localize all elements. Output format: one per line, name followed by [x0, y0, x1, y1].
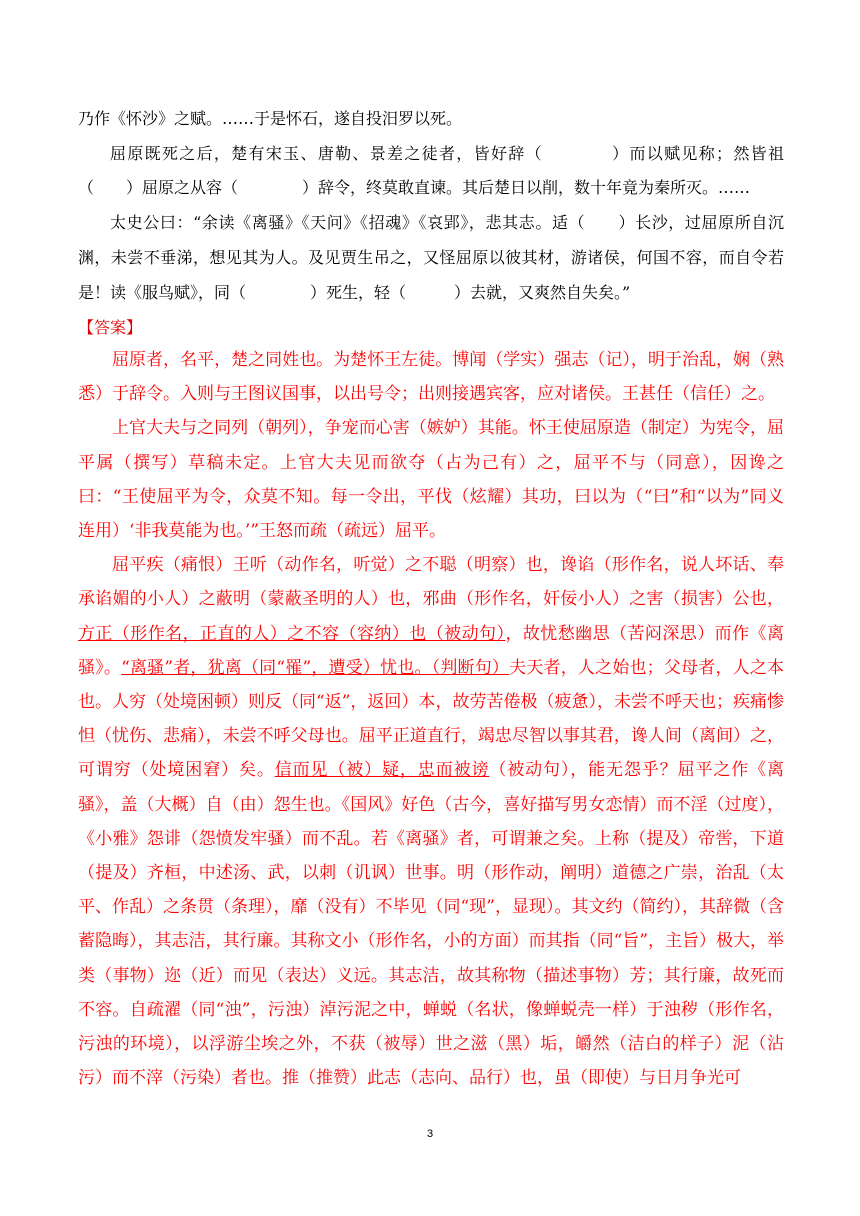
underlined-passive-sentence: 方正（形作名，正直的人）之不容（容纳）也（被动句）	[78, 623, 506, 644]
question-paragraph-3: 太史公曰：“余读《离骚》《天问》《招魂》《哀郢》，悲其志。适（ ）长沙，过屈原所自沉渊，未尝不垂涕，想见其为人。及见贾生吊之，又怪屈原以彼其材，游诸侯，何国不容，而自令若是！读《服鸟赋》，同（ ）死生，轻（ ）去就，又爽然自失矣。”	[78, 213, 784, 302]
answer-heading: 【答案】	[78, 318, 143, 337]
answer-text-segment: （被动句），能无怨乎？屈平之作《离骚》，盖（大概）自（由）怨生也。《国风》好色（古今，喜好描写男女恋情）而不淫（过度），《小雅》怨诽（怨愤发牢骚）而不乱。若《离骚》者，可谓兼之矣。上称（提及）帝喾，下道（提及）齐桓，中述汤、武，以刺（讥讽）世事。明（形作动，阐明）道德之广崇，治乱（太平、作乱）之条贯（条理），靡（没有）不毕见（同“现”，显现）。其文约（简约），其辞微（含蓄隐晦），其志洁，其行廉。其称文小（形作名，小的方面）而其指（同“旨”，主旨）极大，举类（事物）迩（近）而见（表达）义远。其志洁，故其称物（描述事物）芳；其行廉，故死而不容。自疏濯（同“浊”，污浊）淖污泥之中，蝉蜕（名状，像蝉蜕壳一样）于浊秽（形作名，污浊的环境），以浮游尘埃之外，不获（被辱）世之滋（黑）垢，皭然（洁白的样子）泥（沾污）而不滓（污染）者也。推（推赞）此志（志向、品行）也，虽（即使）与日月争光可	[78, 760, 785, 1089]
answer-paragraph-2: 上官大夫与之同列（朝列），争宠而心害（嫉妒）其能。怀王使屈原造（制定）为宪令，屈平属（撰写）草稿未定。上官大夫见而欲夺（占为己有）之，屈平不与（同意），因谗之曰：“王使屈平为令，众莫不知。每一令出，平伐（炫耀）其功，曰以为（“曰”和“以为”同义连用）‘非我莫能为也。’”王怒而疏（疏远）屈平。	[78, 418, 784, 542]
answer-paragraph-1: 屈原者，名平，楚之同姓也。为楚怀王左徒。博闻（学实）强志（记），明于治乱，娴（熟悉）于辞令。入则与王图议国事，以出号令；出则接遇宾客，应对诸侯。王甚任（信任）之。	[78, 350, 784, 405]
answer-paragraph-3	[78, 548, 784, 1095]
underlined-judgment-sentence: “离骚”者，犹离（同“罹”，遭受）忧也。（判断句）	[121, 657, 510, 678]
answer-text-segment: ，故忧愁幽思（苦闷深思）而作《离骚》。	[78, 623, 784, 678]
underlined-passive-sentence-2: 信而见（被）疑，忠而被谤	[274, 760, 490, 781]
question-paragraph-1: 乃作《怀沙》之赋。……于是怀石，遂自投汨罗以死。	[78, 109, 463, 128]
question-text	[78, 102, 784, 310]
page-number: 3	[426, 1128, 434, 1140]
answer-text-segment: 夫天者，人之始也；父母者，人之本也。人穷（处境困顿）则反（同“返”，返回）本，故劳苦倦极（疲惫），未尝不呼天也；疾痛惨怛（忧伤、悲痛），未尝不呼父母也。屈平正道直行，竭忠尽智以事其君，谗人间（离间）之，可谓穷（处境困窘）矣。	[78, 657, 785, 781]
answer-text-segment: 屈平疾（痛恨）王听（动作名，听觉）之不聪（明察）也，谗谄（形作名，说人坏话、奉承谄媚的小人）之蔽明（蒙蔽圣明的人）也，邪曲（形作名，奸佞小人）之害（损害）公也，	[78, 555, 784, 610]
answer-text	[78, 343, 784, 1095]
question-paragraph-2: 屈原既死之后，楚有宋玉、唐勒、景差之徒者，皆好辞（ ）而以赋见称；然皆祖（ ）屈原之从容（ ）辞令，终莫敢直谏。其后楚日以削，数十年竟为秦所灭。……	[78, 143, 784, 198]
